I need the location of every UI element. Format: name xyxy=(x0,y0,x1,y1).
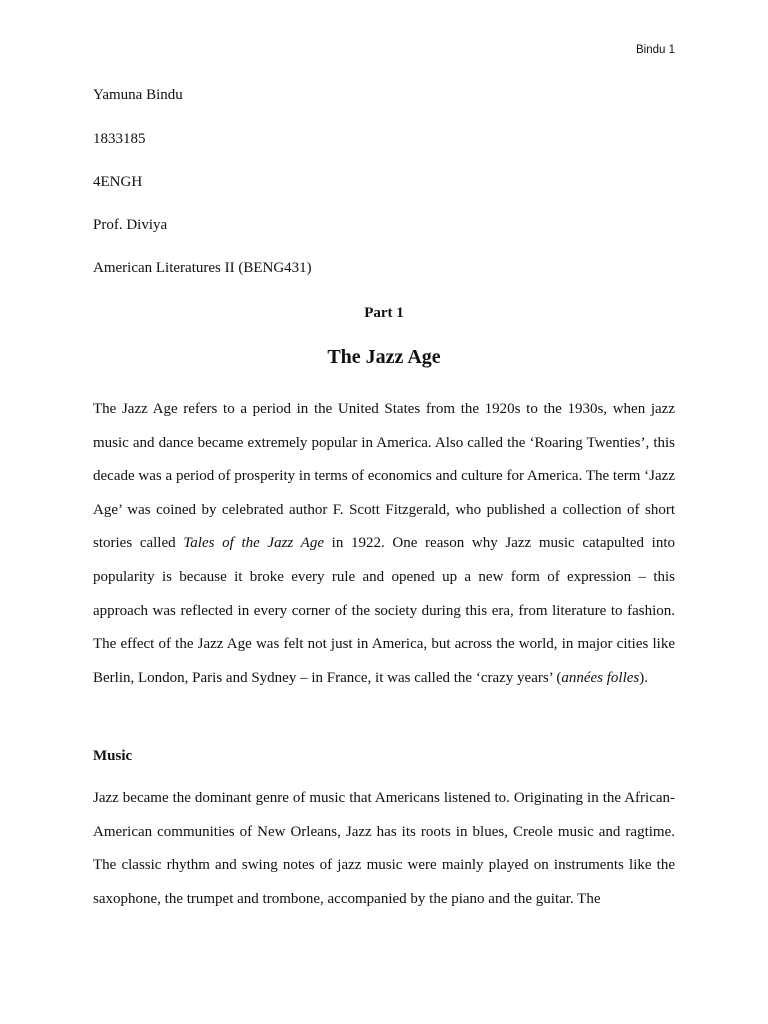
music-paragraph: Jazz became the dominant genre of music that Americans listened to. Originating in the African-American communities of New Orleans, Jazz has its roots in blues, Creole music and ragtime. The classic rhythm and swing notes of jazz music were mainly played on instruments like the saxophone, the trumpet and trombone, accompanied by the piano and the guitar. The xyxy=(93,790,675,907)
book-title: Tales of the Jazz Age xyxy=(183,535,324,552)
french-term: années folles xyxy=(561,669,640,686)
course-name: American Literatures II (BENG431) xyxy=(93,260,312,276)
intro-paragraph xyxy=(93,393,675,695)
student-id: 1833185 xyxy=(93,131,146,147)
running-head: Bindu 1 xyxy=(635,44,675,56)
part-label: Part 1 xyxy=(364,305,404,321)
author-name: Yamuna Bindu xyxy=(93,87,183,103)
music-heading: Music xyxy=(93,748,133,764)
intro-text-1: The Jazz Age refers to a period in the United States from the 1920s to the 1930s, when jazz music and dance became extremely popular in America. Also called the ‘Roaring Twenties’, this decade was a period of prosperity in terms of economics and culture for America. The term ‘Jazz Age’ was coined by celebrated author F. Scott Fitzgerald, who published a collection of short stories called xyxy=(93,401,675,552)
document-title: The Jazz Age xyxy=(327,346,441,368)
class-code: 4ENGH xyxy=(93,174,143,190)
intro-text-3: ). xyxy=(639,669,648,686)
intro-text-2: in 1922. One reason why Jazz music catapulted into popularity is because it broke every rule and opened up a new form of expression – this approach was reflected in every corner of the society during this era, from literature to fashion. The effect of the Jazz Age was felt not just in America, but across the world, in major cities like Berlin, London, Paris and Sydney – in France, it was called the ‘crazy years’ ( xyxy=(93,535,675,686)
professor-name: Prof. Diviya xyxy=(93,217,168,233)
